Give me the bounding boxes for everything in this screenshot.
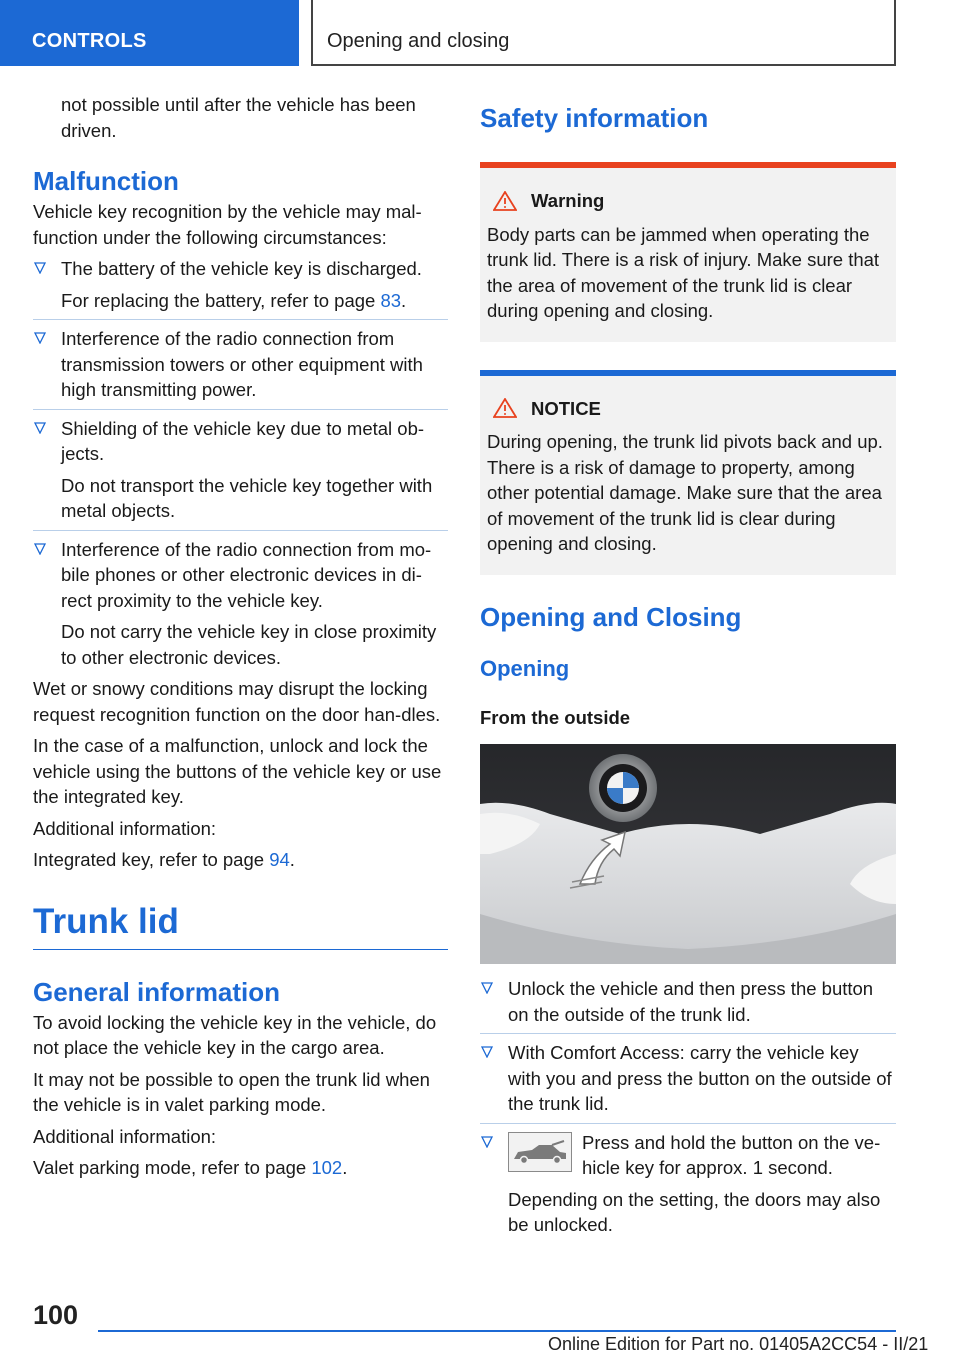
bullet-subtext: For replacing the battery, refer to page 83. <box>61 289 407 311</box>
malfunction-action-text: In the case of a malfunction, unlock and lock the vehicle using the buttons of the vehicle key or use the integrated key. <box>33 735 442 807</box>
trunk-photo-illustration <box>480 744 896 964</box>
from-outside-heading: From the outside <box>480 706 631 728</box>
bullet-text: Press and hold the button on the ve-hicle key for approx. 1 second. <box>582 1131 881 1178</box>
section-label: CONTROLS <box>32 30 147 52</box>
malfunction-intro: Vehicle key recognition by the vehicle may mal-function under the following circumstances: <box>33 201 422 248</box>
edition-text: Online Edition for Part no. 01405A2CC54 - II/21 <box>548 1334 929 1354</box>
warning-box <box>480 162 896 342</box>
chapter-header <box>311 0 896 66</box>
list-item <box>33 256 448 313</box>
trunk-button-photo <box>480 744 896 964</box>
bullet-triangle-icon <box>34 262 46 274</box>
bullet-triangle-icon <box>34 543 46 555</box>
right-column <box>480 92 896 1244</box>
warning-triangle-icon <box>493 191 517 211</box>
bullet-triangle-icon <box>34 332 46 344</box>
divider <box>33 530 448 531</box>
general-info-heading: General information <box>33 976 281 1007</box>
warning-triangle-icon <box>493 398 517 418</box>
divider <box>480 1033 896 1034</box>
list-item <box>480 1040 896 1117</box>
page-link[interactable]: 102 <box>311 1157 343 1178</box>
list-item <box>33 416 448 524</box>
notice-text: During opening, the trunk lid pivots back and up. There is a risk of damage to property, among other potential damage. Make sure that the area of movement of the trunk lid is clear during opening and closing. <box>487 431 883 554</box>
notice-title: NOTICE <box>487 396 889 422</box>
intro-continued: not possible until after the vehicle has been driven. <box>61 94 416 141</box>
bullet-text: With Comfort Access: carry the vehicle key with you and press the button on the outside of the trunk lid. <box>508 1042 892 1114</box>
bullet-text: Shielding of the vehicle key due to metal ob-jects. <box>61 417 425 464</box>
left-column <box>33 92 448 1187</box>
wet-conditions-text: Wet or snowy conditions may disrupt the locking request recognition function on the door han-dles. <box>33 678 441 725</box>
opening-heading: Opening <box>480 655 570 681</box>
page-link[interactable]: 94 <box>269 849 290 870</box>
bullet-text: Interference of the radio connection from transmission towers or other equipment with high transmitting power. <box>61 328 423 400</box>
opening-closing-heading: Opening and Closing <box>480 601 742 632</box>
bullet-text: Interference of the radio connection from mo-bile phones or other electronic devices in di-rect proximity to the vehicle key. <box>61 538 432 611</box>
notice-box <box>480 370 896 575</box>
bullet-text: The battery of the vehicle key is discharged. <box>61 258 422 279</box>
valet-ref: Valet parking mode, refer to page 102. <box>33 1157 348 1178</box>
footer-divider <box>98 1330 896 1332</box>
safety-heading: Safety information <box>480 103 709 133</box>
list-item <box>480 1130 896 1238</box>
additional-info-label: Additional information: <box>33 817 217 839</box>
additional-info-label: Additional information: <box>33 1125 217 1147</box>
bullet-triangle-icon <box>481 982 493 994</box>
list-item <box>480 976 896 1027</box>
integrated-key-ref: Integrated key, refer to page 94. <box>33 849 295 870</box>
warning-title: Warning <box>487 188 889 214</box>
page-number: 100 <box>33 1300 79 1330</box>
car-trunk-icon <box>508 1132 572 1172</box>
divider <box>33 409 448 410</box>
malfunction-heading: Malfunction <box>33 166 179 196</box>
divider <box>33 319 448 320</box>
section-tab <box>0 0 299 66</box>
list-item <box>33 537 448 671</box>
general-info-text: To avoid locking the vehicle key in the vehicle, do not place the vehicle key in the cargo area. <box>33 1011 437 1058</box>
list-item <box>33 326 448 403</box>
valet-text: It may not be possible to open the trunk lid when the vehicle is in valet parking mode. <box>33 1068 430 1115</box>
bullet-triangle-icon <box>34 422 46 434</box>
bullet-subtext: Do not transport the vehicle key together with metal objects. <box>61 474 433 521</box>
trunk-lid-heading: Trunk lid <box>33 901 448 950</box>
chapter-title: Opening and closing <box>327 30 510 52</box>
divider <box>480 1123 896 1124</box>
warning-text: Body parts can be jammed when operating the trunk lid. There is a risk of injury. Make sure that the area of movement of the trunk lid is clear during opening and closing. <box>487 223 880 321</box>
bullet-subtext: Do not carry the vehicle key in close proximity to other electronic devices. <box>61 621 437 668</box>
page-link[interactable]: 83 <box>380 289 402 311</box>
bullet-text: Unlock the vehicle and then press the button on the outside of the trunk lid. <box>508 978 874 1025</box>
bullet-triangle-icon <box>481 1136 493 1148</box>
bullet-subtext: Depending on the setting, the doors may also be unlocked. <box>508 1188 881 1235</box>
bullet-triangle-icon <box>481 1046 493 1058</box>
